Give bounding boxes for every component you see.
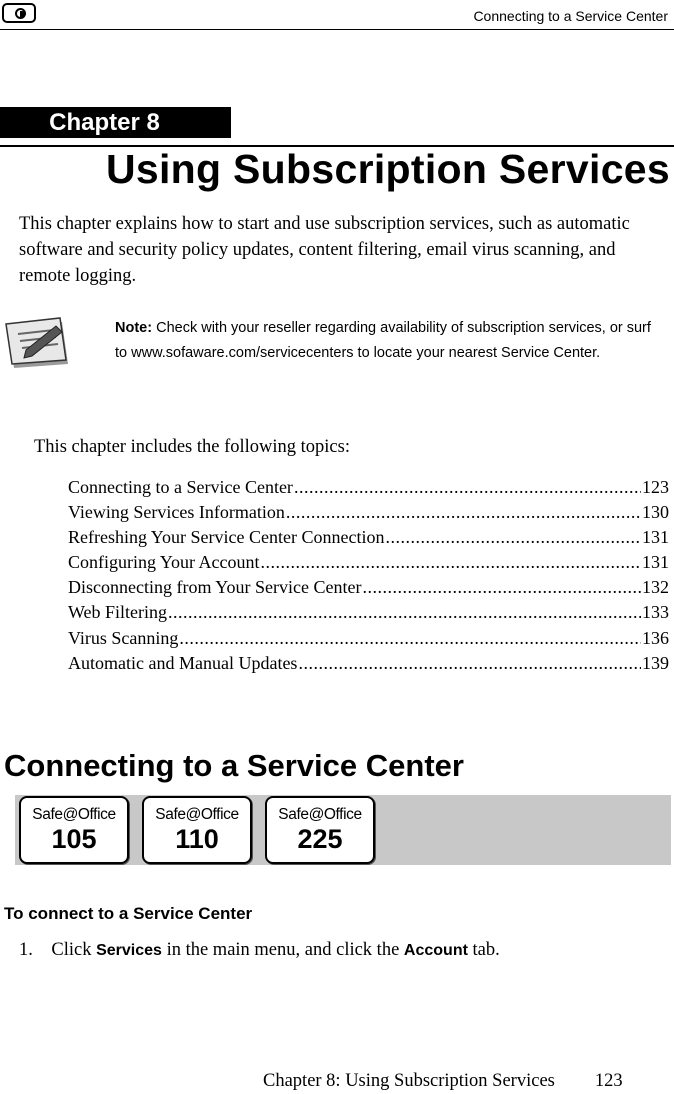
product-model: 105 bbox=[51, 824, 97, 854]
note-text bbox=[115, 316, 655, 366]
header-divider bbox=[0, 29, 674, 30]
step-text-pre: Click bbox=[51, 940, 92, 960]
toc-page: 123 bbox=[642, 477, 669, 497]
services-menu-term: Services bbox=[96, 942, 162, 959]
toc-page: 139 bbox=[642, 652, 669, 673]
topics-intro: This chapter includes the following topics: bbox=[34, 437, 350, 457]
chapter-label: Chapter 8 bbox=[0, 107, 231, 138]
procedure-title: To connect to a Service Center bbox=[4, 904, 253, 923]
step-text-mid: in the main menu, and click the bbox=[166, 940, 400, 960]
toc-title: Viewing Services Information bbox=[68, 502, 285, 523]
page-number: 123 bbox=[594, 1071, 623, 1091]
product-model: 110 bbox=[175, 824, 219, 854]
note-pad-icon bbox=[4, 314, 70, 368]
toc-page: 136 bbox=[642, 627, 669, 648]
note-body: Check with your reseller regarding availability of subscription services, or surf to www.sofaware.com/servicecenters to locate your nearest Service Center. bbox=[115, 320, 651, 361]
product-badge-110 bbox=[142, 796, 252, 864]
toc-entry[interactable] bbox=[68, 527, 669, 552]
toc-page: 131 bbox=[642, 552, 669, 573]
toc-page: 131 bbox=[642, 527, 669, 548]
toc-title: Refreshing Your Service Center Connection bbox=[68, 527, 385, 548]
account-tab-term: Account bbox=[403, 942, 468, 959]
running-head: Connecting to a Service Center bbox=[473, 8, 668, 24]
toc-title: Virus Scanning bbox=[68, 627, 179, 648]
toc-title: Connecting to a Service Center bbox=[68, 477, 293, 497]
product-badge-225 bbox=[265, 796, 375, 864]
toc-title: Configuring Your Account bbox=[68, 552, 260, 573]
product-brand: Safe@Office bbox=[32, 806, 116, 823]
intro-paragraph: This chapter explains how to start and use subscription services, such as automatic software and security policy updates, content filtering, email virus scanning, and remote logging. bbox=[19, 214, 630, 286]
section-title: Connecting to a Service Center bbox=[4, 748, 464, 783]
step-text-post: tab. bbox=[472, 940, 500, 960]
product-brand: Safe@Office bbox=[155, 806, 239, 823]
toc-page: 130 bbox=[642, 502, 669, 523]
toc-page: 133 bbox=[642, 602, 669, 623]
toc-entry[interactable] bbox=[68, 602, 669, 627]
note-label: Note: bbox=[115, 320, 153, 336]
toc-entry[interactable] bbox=[68, 653, 669, 678]
toc-entry[interactable] bbox=[68, 477, 669, 502]
chapter-title: Using Subscription Services bbox=[105, 146, 670, 192]
toc-entry[interactable] bbox=[68, 552, 669, 577]
product-model: 225 bbox=[297, 824, 343, 854]
toc-title: Automatic and Manual Updates bbox=[68, 652, 298, 673]
product-badge-105 bbox=[19, 796, 129, 864]
sofaware-logo-icon bbox=[2, 3, 36, 23]
toc-entry[interactable] bbox=[68, 502, 669, 527]
procedure-step-1 bbox=[19, 940, 500, 961]
product-brand: Safe@Office bbox=[278, 806, 362, 823]
toc-entry[interactable] bbox=[68, 628, 669, 653]
toc-title: Web Filtering bbox=[68, 602, 168, 623]
toc-entry[interactable] bbox=[68, 577, 669, 602]
page-footer bbox=[263, 1071, 623, 1092]
toc-title: Disconnecting from Your Service Center bbox=[68, 577, 362, 598]
step-number: 1. bbox=[19, 940, 33, 960]
footer-text: Chapter 8: Using Subscription Services bbox=[263, 1071, 555, 1091]
toc-page: 132 bbox=[642, 577, 669, 598]
topic-list bbox=[68, 477, 669, 678]
